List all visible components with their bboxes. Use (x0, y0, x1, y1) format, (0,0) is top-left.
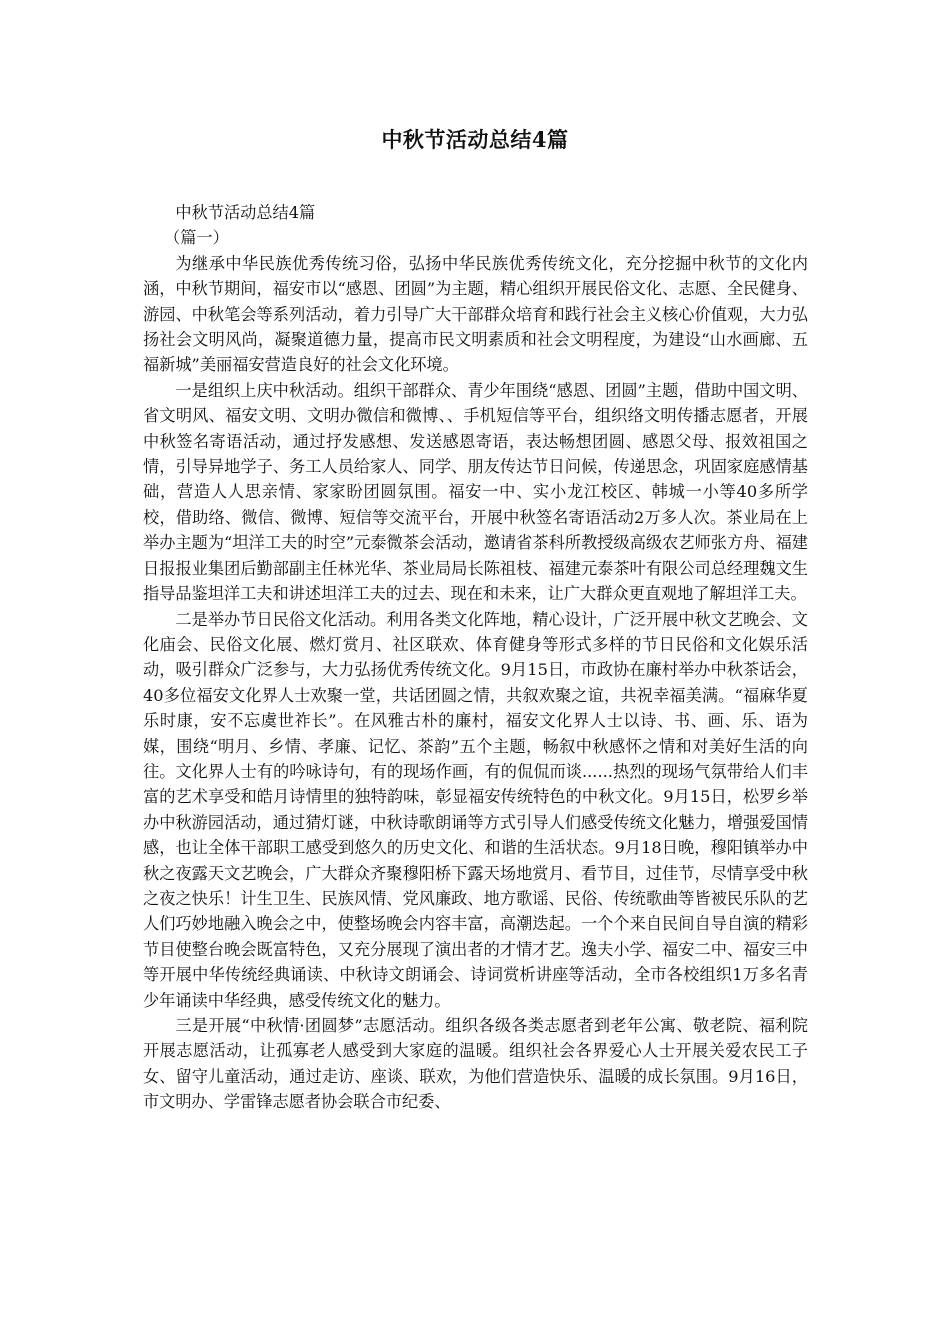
document-body (143, 200, 808, 1115)
paragraph-one: 一是组织上庆中秋活动。组织干部群众、青少年围绕“感恩、团圆”主题，借助中国文明、省文明风、福安文明、文明办微信和微博、、手机短信等平台，组织络文明传播志愿者，开展中秋签名寄语活动，通过抒发感想、发送感恩寄语，表达畅想团圆、感恩父母、报效祖国之情，引导异地学子、务工人员给家人、同学、朋友传达节日问候，传递思念，巩固家庭感情基础，营造人人思亲情、家家盼团圆氛围。福安一中、实小龙江校区、韩城一小等40多所学校，借助络、微信、微博、短信等交流平台，开展中秋签名寄语活动2万多人次。茶业局在上举办主题为“坦洋工夫的时空”元泰微茶会活动，邀请省茶科所教授级高级农艺师张方舟、福建日报报业集团后勤部副主任林光华、茶业局局长陈祖枝、福建元泰茶叶有限公司总经理魏文生指导品鉴坦洋工夫和讲述坦洋工夫的过去、现在和未来，让广大群众更直观地了解坦洋工夫。 (143, 380, 808, 604)
document-subtitle: 中秋节活动总结4篇 (175, 203, 316, 222)
document-title: 中秋节活动总结4篇 (381, 127, 569, 152)
paragraph-two: 二是举办节日民俗文化活动。利用各类文化阵地，精心设计，广泛开展中秋文艺晚会、文化庙会、民俗文化展、燃灯赏月、社区联欢、体育健身等形式多样的节日民俗和文化娱乐活动，吸引群众广泛参与，大力弘扬优秀传统文化。9月15日，市政协在廉村举办中秋茶话会，40多位福安文化界人士欢聚一堂，共话团圆之情，共叙欢聚之谊，共祝幸福美满。“福麻华夏乐时康，安不忘虞世祚长”。在风雅古朴的廉村，福安文化界人士以诗、书、画、乐、语为媒，围绕“明月、乡情、孝廉、记忆、茶韵”五个主题，畅叙中秋感怀之情和对美好生活的向往。文化界人士有的吟咏诗句，有的现场作画，有的侃侃而谈......热烈的现场气氛带给人们丰富的艺术享受和皓月诗情里的独特韵味，彰显福安传统特色的中秋文化。9月15日，松罗乡举办中秋游园活动，通过猜灯谜，中秋诗歌朗诵等方式引导人们感受传统文化魅力，增强爱国情感，也让全体干部职工感受到悠久的历史文化、和谐的生活状态。9月18日晚，穆阳镇举办中秋之夜露天文艺晚会，广大群众齐聚穆阳桥下露天场地赏月、看节目，过佳节，尽情享受中秋之夜之快乐！计生卫生、民族风情、党风廉政、地方歌谣、民俗、传统歌曲等皆被民乐队的艺人们巧妙地融入晚会之中，使整场晚会内容丰富，高潮迭起。一个个来自民间自导自演的精彩节目使整台晚会既富特色，又充分展现了演出者的才情才艺。逸夫小学、福安二中、福安三中等开展中华传统经典诵读、中秋诗文朗诵会、诗词赏析讲座等活动，全市各校组织1万多名青少年诵读中华经典，感受传统文化的魅力。 (143, 609, 808, 1010)
section-label: （篇一） (164, 228, 229, 248)
paragraph-intro: 为继承中华民族优秀传统习俗，弘扬中华民族优秀传统文化，充分挖掘中秋节的文化内涵，中秋节期间，福安市以“感恩、团圆”为主题，精心组织开展民俗文化、志愿、全民健身、游园、中秋笔会等系列活动，着力引导广大干部群众培育和践行社会主义核心价值观，大力弘扬社会文明风尚，凝聚道德力量，提高市民文明素质和社会文明程度，为建设“山水画廊、五福新城”美丽福安营造良好的社会文化环境。 (143, 253, 808, 375)
paragraph-three: 三是开展“中秋情·团圆梦”志愿活动。组织各级各类志愿者到老年公寓、敬老院、福利院开展志愿活动，让孤寡老人感受到大家庭的温暖。组织社会各界爱心人士开展关爱农民工子女、留守儿童活动，通过走访、座谈、联欢，为他们营造快乐、温暖的成长氛围。9月16日，市文明办、学雷锋志愿者协会联合市纪委、 (143, 1016, 808, 1112)
